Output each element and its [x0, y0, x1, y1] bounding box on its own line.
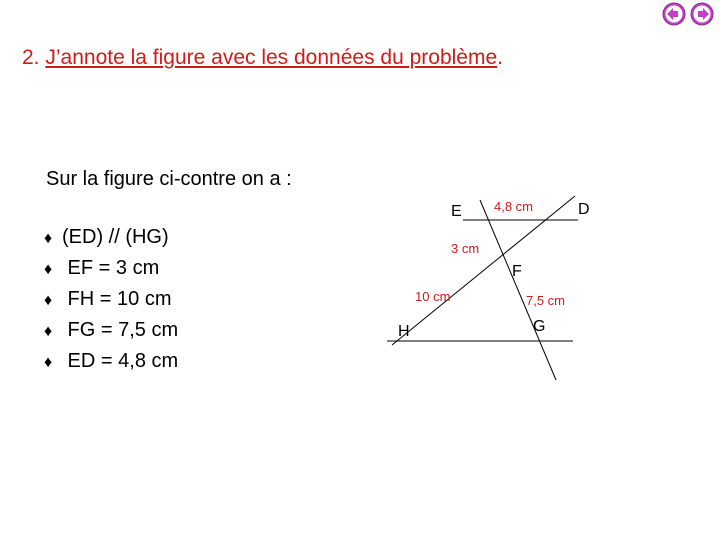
point-label-e: E [451, 203, 462, 220]
fact-text: EF = 3 cm [62, 257, 160, 279]
diamond-bullet-icon: ♦ [44, 354, 53, 371]
point-label-d: D [578, 201, 590, 218]
annotation-fg: 7,5 cm [526, 293, 566, 308]
annotation-ed: 4,8 cm [494, 199, 534, 214]
fact-text: FG = 7,5 cm [62, 319, 179, 341]
title-text: J’annote la figure avec les données du problème [45, 46, 498, 69]
fact-text: (ED) // (HG) [62, 226, 169, 248]
annotation-fh: 10 cm [415, 289, 451, 304]
diamond-bullet-icon: ♦ [44, 230, 53, 247]
fact-text: FH = 10 cm [62, 288, 172, 310]
intro-text: Sur la figure ci-contre on a : [46, 168, 292, 190]
line-dh [392, 196, 575, 345]
diamond-bullet-icon: ♦ [44, 323, 53, 340]
point-label-h: H [398, 323, 410, 340]
title-number: 2. [22, 46, 46, 69]
diamond-bullet-icon: ♦ [44, 292, 53, 309]
annotation-ef: 3 cm [451, 241, 480, 256]
point-label-f: F [512, 263, 522, 280]
title-end: . [497, 46, 504, 69]
diamond-bullet-icon: ♦ [44, 261, 53, 278]
line-eg [480, 200, 556, 380]
fact-text: ED = 4,8 cm [62, 350, 179, 372]
point-label-g: G [533, 318, 546, 335]
